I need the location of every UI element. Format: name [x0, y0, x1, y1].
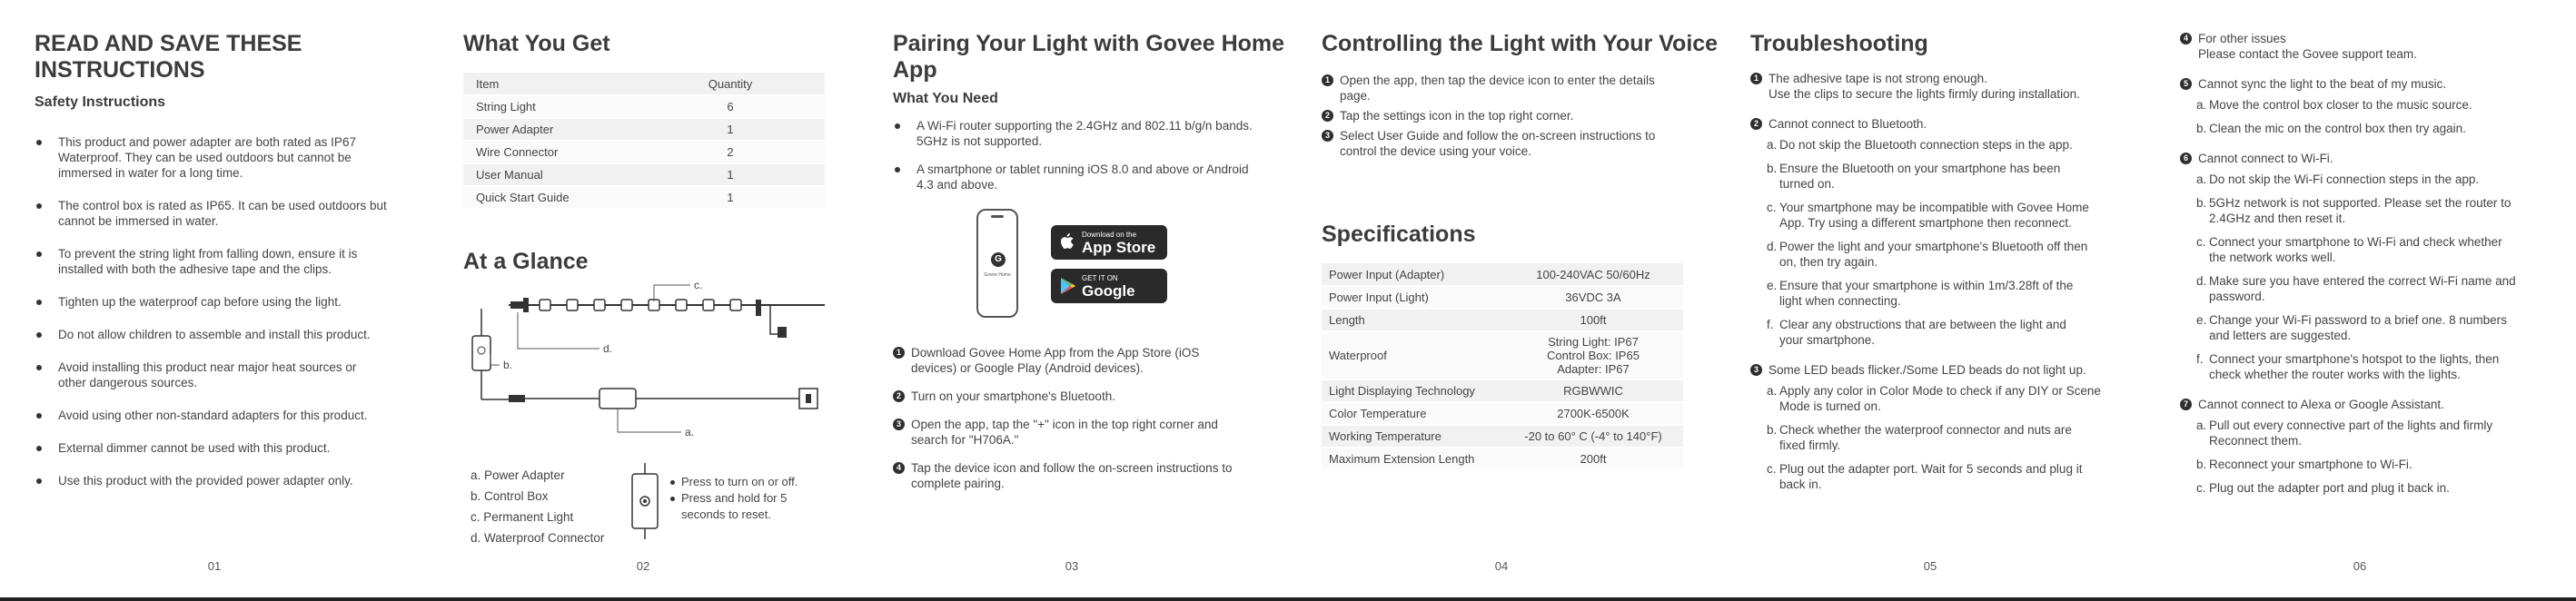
page-4: [1322, 0, 1719, 601]
label-b: b.: [503, 359, 513, 371]
quantity-cell: 2: [636, 141, 825, 163]
troubleshooting-list: [1750, 71, 2132, 507]
troubleshooting-heading: Troubleshooting: [1750, 31, 1928, 56]
issue-item: [1750, 116, 2132, 348]
item-cell: Wire Connector: [463, 141, 636, 163]
requirements-list: [893, 118, 1274, 205]
solution-letter: a.: [2196, 98, 2207, 112]
solution-letter: f.: [1767, 318, 1774, 331]
page-number: 05: [1923, 559, 1937, 573]
safety-item: Do not allow children to assemble and install this product.: [35, 327, 416, 342]
legend-item: a. Power Adapter: [471, 468, 565, 482]
page-number: 04: [1494, 559, 1509, 573]
spec-row: [1322, 309, 1683, 331]
solution-item: b. Ensure the Bluetooth on your smartphone has been turned on.: [1767, 162, 2061, 191]
safety-item: Avoid installing this product near major heat sources or other dangerous sources.: [35, 360, 416, 390]
bottom-rule: [0, 597, 2576, 601]
spec-value: String Light: IP67 Control Box: IP65 Adapter: IP67: [1503, 331, 1683, 379]
issue-item: [2180, 151, 2561, 382]
item-cell: String Light: [463, 95, 636, 118]
contents-table: [463, 73, 825, 210]
safety-item: Avoid using other non-standard adapters for this product.: [35, 408, 416, 423]
column-header: Quantity: [636, 73, 825, 95]
spec-name: Working Temperature: [1322, 425, 1503, 448]
pairing-steps: [893, 345, 1274, 504]
spec-value: 200ft: [1503, 448, 1683, 470]
solution-letter: c.: [1767, 201, 1777, 214]
solution-item: c. Plug out the adapter port and plug it back in.: [2196, 481, 2450, 495]
table-header-row: [463, 73, 825, 95]
quantity-cell: 1: [636, 186, 825, 209]
table-row: [463, 163, 825, 186]
solution-item: c. Connect your smartphone to Wi-Fi and check whether the network works well.: [2196, 235, 2502, 264]
control-box-icon: [629, 463, 661, 539]
solution-item: c. Your smartphone may be incompatible with Govee Home App. Try using a different smartphone then reconnect.: [1767, 201, 2089, 230]
step-number: 4: [893, 462, 905, 474]
quantity-cell: 1: [636, 118, 825, 141]
solution-item: b. Reconnect your smartphone to Wi-Fi.: [2196, 458, 2413, 471]
safety-item: Use this product with the provided power adapter only.: [35, 473, 416, 488]
specifications-table: [1322, 263, 1683, 471]
label-d: d.: [603, 342, 613, 355]
requirement-item: A smartphone or tablet running iOS 8.0 and above or Android 4.3 and above.: [893, 162, 1274, 192]
solution-letter: a.: [2196, 172, 2207, 186]
solution-letter: b.: [2196, 122, 2207, 135]
issue-title: 5 Cannot sync the light to the beat of my music.: [2180, 76, 2561, 92]
step-number: 1: [893, 347, 905, 359]
solution-item: a. Apply any color in Color Mode to check if any DIY or Scene Mode is turned on.: [1767, 384, 2101, 413]
note-item: Press to turn on or off.: [670, 474, 825, 490]
numbered-step: 3 Select User Guide and follow the on-screen instructions to control the device using your voice.: [1322, 128, 1703, 159]
issue-number: 7: [2180, 399, 2192, 410]
app-store-button[interactable]: Download on the App Store: [1051, 225, 1167, 260]
solution-item: a. Pull out every connective part of the lights and firmly Reconnect them.: [2196, 419, 2493, 448]
solution-letter: c.: [2196, 481, 2206, 495]
column-header: Item: [463, 73, 636, 95]
google-play-button[interactable]: GET IT ON Google Play: [1051, 269, 1167, 303]
table-row: [463, 141, 825, 163]
solution-letter: a.: [2196, 419, 2207, 432]
solution-letter: a.: [1767, 384, 1778, 398]
spec-value: 100-240VAC 50/60Hz: [1503, 263, 1683, 286]
spec-name: Light Displaying Technology: [1322, 379, 1503, 402]
at-a-glance-heading: At a Glance: [463, 249, 589, 274]
page-number: 02: [636, 559, 650, 573]
label-c: c.: [694, 279, 703, 291]
spec-name: Color Temperature: [1322, 402, 1503, 425]
legend-item: d. Waterproof Connector: [471, 531, 605, 545]
issue-item: [1750, 362, 2132, 492]
issue-number: 6: [2180, 153, 2192, 164]
numbered-step: 2 Tap the settings icon in the top right corner.: [1322, 108, 1703, 123]
solution-letter: b.: [2196, 196, 2207, 210]
numbered-step: 2 Turn on your smartphone's Bluetooth.: [893, 389, 1274, 404]
issue-item: [2180, 397, 2561, 496]
solution-item: b. Clean the mic on the control box then try again.: [2196, 122, 2466, 135]
issue-number: 4: [2180, 33, 2192, 44]
bullet-dot: [670, 480, 675, 485]
issue-number: 1: [1750, 73, 1762, 84]
step-number: 3: [893, 419, 905, 430]
item-cell: Power Adapter: [463, 118, 636, 141]
safety-list: [35, 134, 416, 506]
legend-item: c. Permanent Light: [471, 510, 574, 524]
issue-title: 3 Some LED beads flicker./Some LED beads do not light up.: [1750, 362, 2132, 378]
quantity-cell: 1: [636, 163, 825, 186]
table-row: [463, 118, 825, 141]
what-you-get-heading: What You Get: [463, 31, 610, 56]
spec-row: [1322, 331, 1683, 379]
solution-letter: b.: [1767, 423, 1778, 437]
issue-number: 5: [2180, 78, 2192, 90]
solution-item: a. Do not skip the Bluetooth connection steps in the app.: [1767, 138, 2073, 152]
requirement-item: A Wi-Fi router supporting the 2.4GHz and 802.11 b/g/n bands. 5GHz is not supported.: [893, 118, 1274, 149]
spec-value: RGBWWIC: [1503, 379, 1683, 402]
solution-item: f. Clear any obstructions that are between the light and your smartphone.: [1767, 318, 2066, 347]
solution-letter: e.: [1767, 279, 1778, 292]
solution-item: b. 5GHz network is not supported. Please set the router to 2.4GHz and then reset it.: [2196, 196, 2512, 225]
page-number: 01: [207, 559, 222, 573]
item-cell: Quick Start Guide: [463, 186, 636, 209]
spec-name: Waterproof: [1322, 331, 1503, 379]
spec-name: Power Input (Adapter): [1322, 263, 1503, 286]
issue-title: 4 For other issues Please contact the Govee support team.: [2180, 31, 2561, 62]
solution-item: d. Make sure you have entered the correct Wi-Fi name and password.: [2196, 274, 2516, 303]
issue-item: [2180, 76, 2561, 136]
page-1: [35, 0, 416, 601]
label-a: a.: [685, 426, 695, 438]
spec-value: 2700K-6500K: [1503, 402, 1683, 425]
spec-name: Length: [1322, 309, 1503, 331]
issue-title: 7 Cannot connect to Alexa or Google Assistant.: [2180, 397, 2561, 412]
step-number: 1: [1322, 74, 1333, 86]
smartphone-icon: G Govee Home: [976, 209, 1018, 318]
solution-letter: b.: [1767, 162, 1778, 175]
govee-logo-icon: G: [991, 252, 1006, 267]
solution-item: d. Power the light and your smartphone's Bluetooth off then on, then try again.: [1767, 240, 2088, 269]
issue-title: 2 Cannot connect to Bluetooth.: [1750, 116, 2132, 132]
solution-item: a. Do not skip the Wi-Fi connection steps in the app.: [2196, 172, 2480, 186]
voice-control-heading: Controlling the Light with Your Voice: [1322, 31, 1719, 56]
page-title: READ AND SAVE THESE INSTRUCTIONS: [35, 31, 302, 83]
safety-item: To prevent the string light from falling down, ensure it is installed with both the adhesive tape and the clips.: [35, 246, 416, 277]
apple-icon: [1058, 232, 1076, 252]
note-item: Press and hold for 5 seconds to reset.: [670, 490, 825, 523]
voice-steps: [1322, 73, 1703, 163]
spec-name: Power Input (Light): [1322, 286, 1503, 309]
safety-heading: Safety Instructions: [35, 94, 166, 110]
solution-item: c. Plug out the adapter port. Wait for 5 seconds and plug it back in.: [1767, 462, 2083, 491]
issue-item: [2180, 31, 2561, 62]
solution-letter: d.: [2196, 274, 2207, 288]
issue-title: 1 The adhesive tape is not strong enough. Use the clips to secure the lights firmly during installation.: [1750, 71, 2132, 102]
numbered-step: 1 Download Govee Home App from the App Store (iOS devices) or Google Play (Android devices).: [893, 345, 1274, 376]
safety-item: Tighten up the waterproof cap before using the light.: [35, 294, 416, 310]
spec-name: Maximum Extension Length: [1322, 448, 1503, 470]
table-row: [463, 186, 825, 209]
numbered-step: 3 Open the app, tap the "+" icon in the top right corner and search for "H706A.": [893, 417, 1274, 448]
page-2: [463, 0, 827, 601]
page-5: [1750, 0, 2132, 601]
product-diagram: [463, 272, 827, 463]
safety-item: This product and power adapter are both rated as IP67 Waterproof. They can be used outdoors but cannot be immersed in water for a long time.: [35, 134, 416, 181]
solution-letter: e.: [2196, 313, 2207, 327]
issue-number: 3: [1750, 364, 1762, 376]
page-number: 03: [1065, 559, 1079, 573]
spec-row: [1322, 448, 1683, 470]
safety-item: The control box is rated as IP65. It can be used outdoors but cannot be immersed in water.: [35, 198, 416, 229]
spec-row: [1322, 263, 1683, 286]
google-play-icon: [1058, 276, 1076, 296]
legend-item: b. Control Box: [471, 489, 549, 503]
step-number: 3: [1322, 130, 1333, 142]
step-number: 2: [1322, 110, 1333, 122]
numbered-step: 1 Open the app, then tap the device icon to enter the details page.: [1322, 73, 1703, 103]
issue-item: [1750, 71, 2132, 102]
numbered-step: 4 Tap the device icon and follow the on-screen instructions to complete pairing.: [893, 460, 1274, 491]
step-number: 2: [893, 390, 905, 402]
control-box-notes: [670, 474, 825, 523]
quantity-cell: 6: [636, 95, 825, 118]
solution-letter: a.: [1767, 138, 1778, 152]
solution-letter: c.: [1767, 462, 1777, 476]
issue-number: 2: [1750, 118, 1762, 130]
table-row: [463, 95, 825, 118]
solution-item: b. Check whether the waterproof connector and nuts are fixed firmly.: [1767, 423, 2072, 452]
page-number: 06: [2353, 559, 2367, 573]
diagram-legend: [471, 465, 634, 548]
troubleshooting-list-continued: [2180, 31, 2561, 510]
safety-item: External dimmer cannot be used with this product.: [35, 440, 416, 456]
spec-row: [1322, 379, 1683, 402]
page-3: [893, 0, 1285, 601]
spec-row: [1322, 286, 1683, 309]
pairing-heading: Pairing Your Light with Govee Home App: [893, 31, 1285, 83]
spec-value: 100ft: [1503, 309, 1683, 331]
solution-letter: d.: [1767, 240, 1778, 253]
issue-title: 6 Cannot connect to Wi-Fi.: [2180, 151, 2561, 166]
what-you-need-heading: What You Need: [893, 91, 998, 106]
spec-row: [1322, 425, 1683, 448]
bullet-dot: [670, 497, 675, 501]
item-cell: User Manual: [463, 163, 636, 186]
solution-letter: c.: [2196, 235, 2206, 249]
solution-letter: b.: [2196, 458, 2207, 471]
spec-row: [1322, 402, 1683, 425]
specifications-heading: Specifications: [1322, 222, 1476, 247]
solution-item: f. Connect your smartphone's hotspot to the lights, then check whether the router works with the lights.: [2196, 352, 2500, 381]
solution-item: e. Change your Wi-Fi password to a brief one. 8 numbers and letters are suggested.: [2196, 313, 2507, 342]
solution-letter: f.: [2196, 352, 2204, 366]
spec-value: -20 to 60° C (-4° to 140°F): [1503, 425, 1683, 448]
page-6: [2180, 0, 2561, 601]
solution-item: e. Ensure that your smartphone is within 1m/3.28ft of the light when connecting.: [1767, 279, 2074, 308]
spec-value: 36VDC 3A: [1503, 286, 1683, 309]
solution-item: a. Move the control box closer to the music source.: [2196, 98, 2472, 112]
